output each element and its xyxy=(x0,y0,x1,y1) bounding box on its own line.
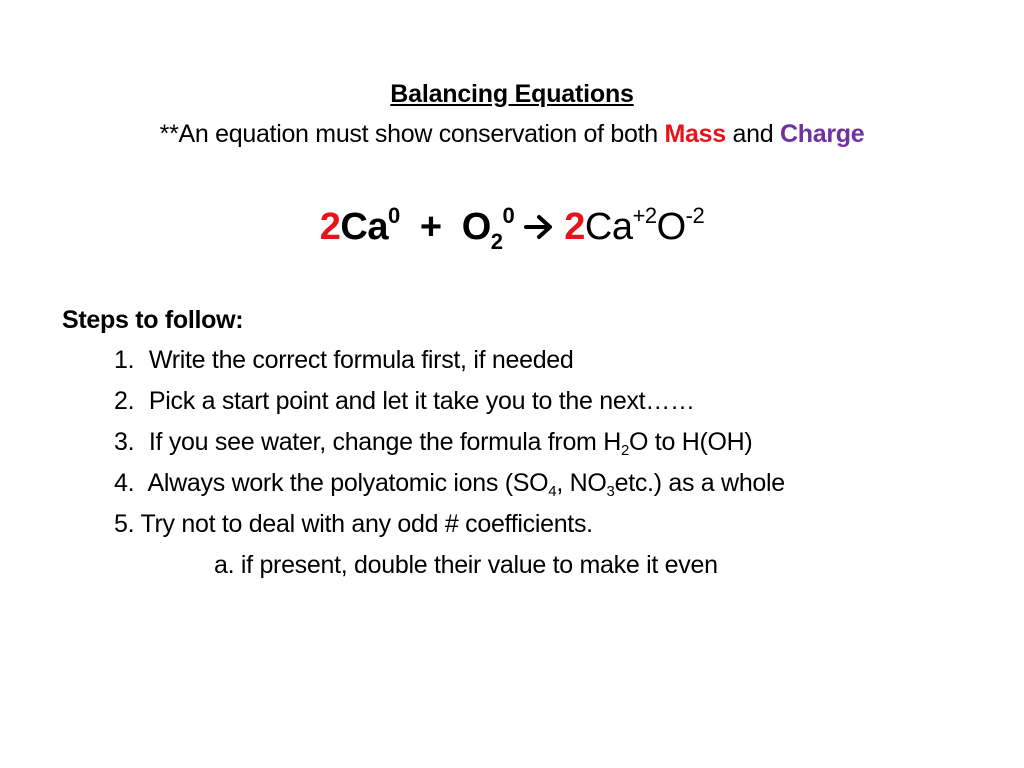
charge-keyword: Charge xyxy=(779,120,865,148)
subtitle-prefix: **An equation must show conservation of both xyxy=(159,120,665,148)
step-text: Try not to deal with any odd # coefficients. xyxy=(140,510,593,538)
reactant2-subscript: 2 xyxy=(490,229,503,254)
step-text: , NO xyxy=(556,469,607,497)
step-item xyxy=(114,387,695,416)
product-coefficient: 2 xyxy=(564,206,585,248)
step-text: Pick a start point and let it take you to the next…… xyxy=(148,387,695,415)
product-symbol-o: O xyxy=(656,206,686,248)
step-item xyxy=(114,428,752,457)
step-number: 5. xyxy=(114,510,135,538)
step-text: O to H(OH) xyxy=(629,428,753,456)
reactant1-symbol: Ca xyxy=(340,206,388,248)
reactant2-symbol: O xyxy=(461,206,491,248)
mass-keyword: Mass xyxy=(664,120,726,148)
step-number: 4. xyxy=(114,469,135,497)
page-title: Balancing Equations xyxy=(390,80,634,108)
product-charge-o: -2 xyxy=(685,203,705,228)
chemical-equation xyxy=(0,203,1024,254)
step-item xyxy=(114,469,785,498)
subtitle-joiner: and xyxy=(725,120,780,148)
step-number: 2. xyxy=(114,387,135,415)
step-subscript: 4 xyxy=(548,483,557,500)
right-arrow-icon xyxy=(524,207,554,250)
step-number: 3. xyxy=(114,428,135,456)
step-text: Always work the polyatomic ions (SO xyxy=(147,469,549,497)
step-subscript: 2 xyxy=(620,442,630,459)
step-number: 1. xyxy=(114,346,135,374)
reactant2-charge: 0 xyxy=(502,203,515,228)
product-symbol-ca: Ca xyxy=(584,206,633,248)
step-subscript: 3 xyxy=(606,483,615,500)
reactant1-charge: 0 xyxy=(388,203,400,228)
step-text: If you see water, change the formula from H xyxy=(148,428,621,456)
step-text: etc.) as a whole xyxy=(614,469,785,497)
step-text: Write the correct formula first, if needed xyxy=(148,346,574,374)
substep-item xyxy=(214,551,718,580)
subtitle xyxy=(0,120,1024,149)
product-charge-ca: +2 xyxy=(632,203,657,228)
plus-sign: + xyxy=(419,206,442,248)
reactant1-coefficient: 2 xyxy=(319,206,341,248)
substep-label: a. xyxy=(214,551,235,579)
substep-text: if present, double their value to make it even xyxy=(240,551,718,579)
step-item xyxy=(114,346,574,375)
steps-heading: Steps to follow: xyxy=(62,306,244,334)
step-item xyxy=(114,510,593,539)
